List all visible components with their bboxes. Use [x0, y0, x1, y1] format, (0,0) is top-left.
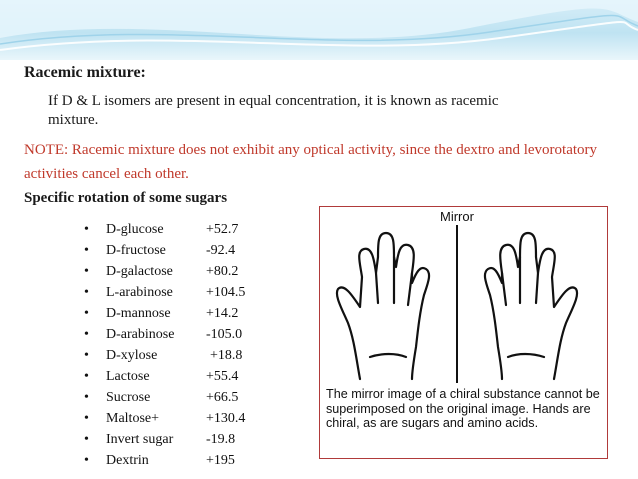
- list-item: [70, 264, 270, 285]
- sugar-name: Maltose+: [106, 411, 159, 426]
- rotation-value: +52.7: [206, 222, 239, 237]
- sugar-name: Lactose: [106, 369, 150, 384]
- bullet: •: [84, 285, 89, 300]
- header-wave-decoration: [0, 0, 638, 60]
- list-item: [70, 432, 270, 453]
- bullet: •: [84, 390, 89, 405]
- sugar-name: Invert sugar: [106, 432, 174, 447]
- note-text: NOTE: Racemic mixture does not exhibit any optical activity, since the dextro and levorotatory activities cancel each other.: [24, 142, 598, 182]
- sugar-name: D-fructose: [106, 243, 166, 258]
- rotation-value: -105.0: [206, 327, 243, 342]
- list-item: [70, 411, 270, 432]
- rotation-value: +55.4: [206, 369, 239, 384]
- sugar-name: Sucrose: [106, 390, 151, 405]
- list-item: [70, 306, 270, 327]
- subheading: Specific rotation of some sugars: [24, 190, 228, 206]
- sugar-name: D-galactose: [106, 264, 173, 279]
- rotation-value: +195: [206, 453, 235, 468]
- sugar-name: D-arabinose: [106, 327, 175, 342]
- list-item: [70, 285, 270, 306]
- definition-text: If D & L isomers are present in equal concentration, it is known as racemic mixture.: [48, 93, 499, 128]
- list-item: [70, 369, 270, 390]
- bullet: •: [84, 348, 89, 363]
- sugar-name: Dextrin: [106, 453, 149, 468]
- rotation-value: -19.8: [206, 432, 236, 447]
- right-hand-icon: [485, 233, 577, 379]
- bullet: •: [84, 327, 89, 342]
- rotation-value: +80.2: [206, 264, 239, 279]
- rotation-value: -92.4: [206, 243, 236, 258]
- list-item: [70, 453, 270, 474]
- bullet: •: [84, 432, 89, 447]
- chirality-figure: [319, 206, 608, 459]
- figure-caption: The mirror image of a chiral substance cannot be superimposed on the original image. Hands are chiral, as are sugars and amino acids.: [326, 387, 600, 430]
- left-hand-icon: [337, 233, 429, 379]
- rotation-value: +18.8: [210, 348, 243, 363]
- header-band: [0, 0, 638, 60]
- bullet: •: [84, 243, 89, 258]
- section-heading: Racemic mixture:: [24, 64, 146, 81]
- bullet: •: [84, 453, 89, 468]
- rotation-value: +130.4: [206, 411, 246, 426]
- sugar-name: D-mannose: [106, 306, 171, 321]
- rotation-value: +14.2: [206, 306, 239, 321]
- list-item: [70, 222, 270, 243]
- sugar-name: D-xylose: [106, 348, 158, 363]
- bullet: •: [84, 411, 89, 426]
- sugar-name: L-arabinose: [106, 285, 173, 300]
- figure-title: Mirror: [440, 209, 474, 224]
- bullet: •: [84, 222, 89, 237]
- rotation-value: +66.5: [206, 390, 239, 405]
- list-item: [70, 348, 270, 369]
- list-item: [70, 327, 270, 348]
- list-item: [70, 390, 270, 411]
- bullet: •: [84, 264, 89, 279]
- bullet: •: [84, 306, 89, 321]
- sugar-rotation-list: [70, 214, 270, 479]
- sugar-name: D-glucose: [106, 222, 164, 237]
- bullet: •: [84, 369, 89, 384]
- list-item: [70, 243, 270, 264]
- rotation-value: +104.5: [206, 285, 246, 300]
- hands-illustration: [320, 207, 609, 387]
